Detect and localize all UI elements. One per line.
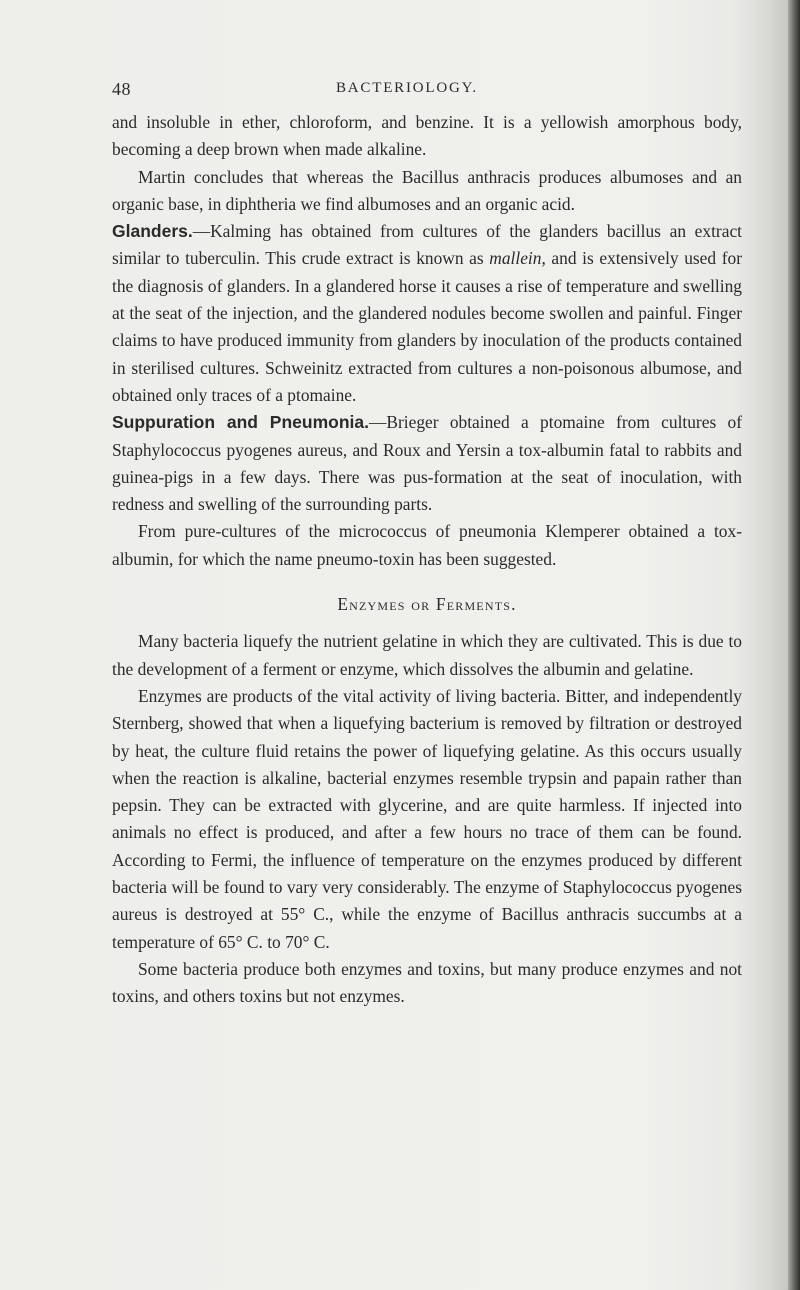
- body-text: [112, 109, 742, 1011]
- paragraph-pneumonia: From pure-cultures of the micrococcus of pneumonia Klemperer obtained a tox-albumin, for which the name pneumo-toxin has been suggested.: [112, 521, 742, 569]
- section-heading-enzymes: Enzymes or Ferments.: [337, 594, 517, 615]
- running-head: BACTERIOLOGY.: [336, 80, 478, 96]
- paragraph-liquefy: Many bacteria liquefy the nutrient gelatine in which they are cultivated. This is due to the development of a ferment or enzyme, which dissolves the albumin and gelatine.: [112, 631, 742, 679]
- glanders-heading: Glanders.: [112, 221, 193, 242]
- page-number: 48: [112, 79, 131, 99]
- paragraph-enzymes: Enzymes are products of the vital activity of living bacteria. Bitter, and independently Sternberg, showed that when a liquefying bacterium is removed by filtration or destroyed by heat, the culture fluid retains the power of liquefying gelatine. As this occurs usually when the reaction is alkaline, bacterial enzymes resemble trypsin and papain rather than pepsin. They can be extracted with glycerine, and are quite harmless. If injected into animals no effect is produced, and after a few hours no trace of them can be found. According to Fermi, the influence of temperature on the enzymes produced by different bacteria will be found to vary very considerably. The enzyme of Staphylococcus pyogenes aureus is destroyed at 55° C., while the enzyme of Bacillus anthracis succumbs at a temperature of 65° C. to 70° C.: [112, 685, 742, 952]
- glanders-text-a: —Kalming has obtained from cultures of the glanders bacillus an extract similar to tuberculin. This crude extract is known as: [112, 221, 742, 269]
- glanders-text-b: , and is extensively used for the diagnosis of glanders. In a glandered horse it causes a rise of temperature and swelling at the seat of the injection, and the glandered nodules become swollen and painful. Finger claims to have produced immunity from glanders by inoculation of the products contained in sterilised cultures. Schweinitz extracted from cultures a non-poisonous albumose, and obtained only traces of a ptomaine.: [112, 248, 742, 405]
- mallein-term: mallein: [489, 248, 542, 269]
- suppuration-heading: Suppuration and Pneumonia.: [112, 412, 369, 433]
- paragraph-toxins: Some bacteria produce both enzymes and toxins, but many produce enzymes and not toxins, and others toxins but not enzymes.: [112, 958, 742, 1007]
- suppuration-text: —Brieger obtained a ptomaine from cultures of Staphylococcus pyogenes aureus, and Roux and Yersin a tox-albumin fatal to rabbits and guinea-pigs in a few days. There was pus-formation at the seat of inoculation, with redness and swelling of the surrounding parts.: [112, 412, 743, 515]
- page-header: [0, 79, 800, 103]
- paragraph-suppuration: [112, 409, 742, 518]
- paragraph-glanders: [112, 218, 742, 409]
- paragraph-continuation: and insoluble in ether, chloroform, and benzine. It is a yellowish amorphous body, becoming a deep brown when made alkaline.: [112, 112, 742, 160]
- page-binding-edge: [788, 0, 800, 1290]
- paragraph-martin: Martin concludes that whereas the Bacillus anthracis produces albumoses and an organic base, in diphtheria we find albumoses and an organic acid.: [112, 166, 742, 214]
